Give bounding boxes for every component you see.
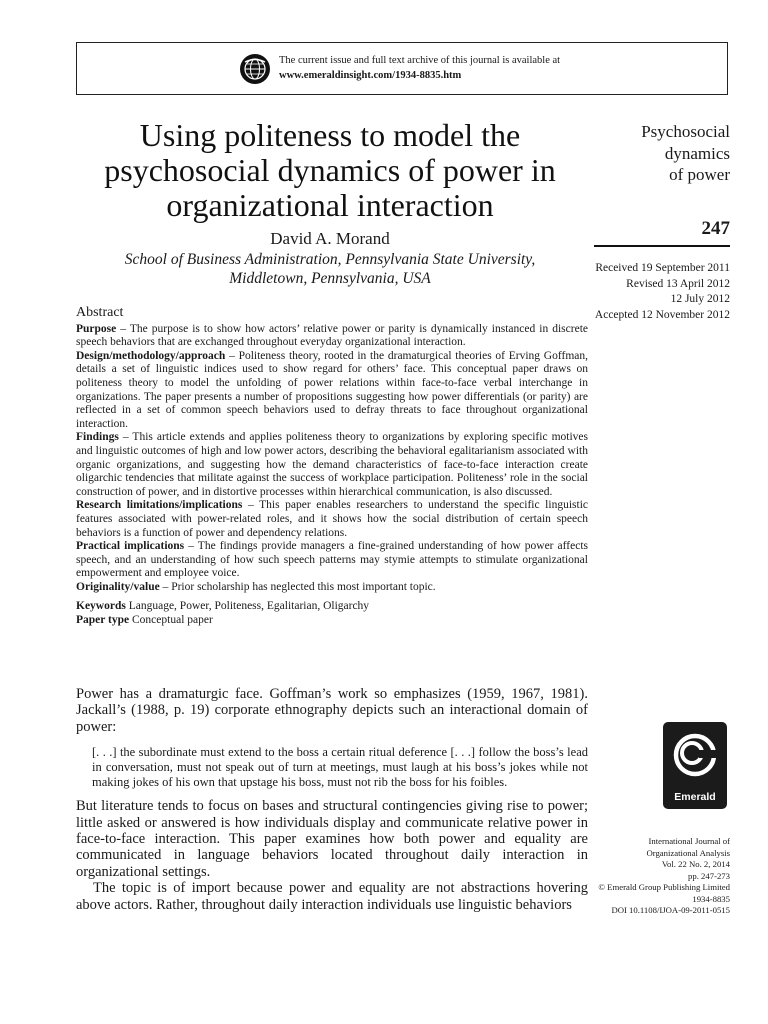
- globe-icon: [239, 53, 271, 85]
- received-date: Received 19 September 2011: [595, 262, 730, 274]
- running-title-line: dynamics: [664, 143, 730, 163]
- keywords: [76, 600, 588, 614]
- abstract-design: [76, 350, 588, 432]
- banner-text: [279, 53, 560, 83]
- running-title-line: of power: [669, 165, 730, 184]
- running-title-line: Psychosocial: [641, 122, 730, 141]
- issn: 1934-8835: [692, 893, 730, 904]
- doi-link[interactable]: DOI 10.1108/IJOA-09-2011-0515: [611, 905, 730, 915]
- affiliation-line: School of Business Administration, Pennsylvania State University,: [124, 251, 536, 268]
- emerald-logo: [663, 722, 727, 809]
- abstract: [76, 306, 588, 628]
- section-text: – Prior scholarship has neglected this most important topic.: [159, 580, 436, 593]
- article-body: [76, 686, 588, 913]
- revised-date: Revised 13 April 2012: [626, 277, 730, 290]
- section-text: – This paper enables researchers to understand the specific linguistic features associated with power-related roles, and it shows how the social distribution of certain speech behaviors is a function of power and dependency relations.: [76, 499, 588, 539]
- accepted-date: Accepted 12 November 2012: [594, 308, 730, 321]
- banner-line: The current issue and full text archive of this journal is available at: [279, 55, 561, 66]
- page-number: 247: [701, 218, 730, 239]
- section-label: Research limitations/implications: [76, 499, 243, 512]
- body-paragraph: The topic is of import because power and equality are not abstractions hovering above actors. Rather, throughout daily interaction individuals use linguistic behaviors: [76, 880, 588, 913]
- journal-volume: Vol. 22 No. 2, 2014: [661, 859, 730, 869]
- section-text: – Politeness theory, rooted in the dramaturgical theories of Erving Goffman, details a set of linguistic indices used to show regard for others’ face. This conceptual paper draws on politeness theory to model the unfolding of power relations within face-to-face verbal interchange in organizations. The paper presents a number of propositions suggesting how power differentials (or parity) are reflected in a set of common speech behaviors used to defray threats to face throughout organizational interaction.: [76, 349, 588, 430]
- journal-pages: pp. 247-273: [688, 870, 730, 881]
- article-title: Using politeness to model the psychosocial dynamics of power in organizational interaction: [104, 117, 556, 223]
- section-text: – This article extends and applies politeness theory to organizations by exploring specific motives and linguistic outcomes of high and low power actors, describing the behavioral egalitarianism associated with organic organizations, and suggesting how the demand characteristics of face-to-face interaction create oligarchic tendencies that militate against the success of workplace participation. Politeness’ role in the social construction of power, and in distortive processes within hierarchical communication, is also discussed.: [76, 431, 588, 498]
- abstract-heading: Abstract: [76, 305, 124, 320]
- abstract-research: [76, 499, 588, 540]
- body-paragraph: Power has a dramaturgic face. Goffman’s work so emphasizes (1959, 1967, 1981). Jackall’s (1988, p. 19) corporate ethnography depicts such an interactional domain of power:: [76, 686, 588, 735]
- section-label: Paper type: [76, 614, 130, 627]
- divider: [594, 245, 730, 247]
- section-label: Purpose: [76, 322, 117, 335]
- section-text: Conceptual paper: [129, 614, 213, 627]
- emerald-swirl-icon: [663, 722, 727, 792]
- revised-date: 12 July 2012: [670, 293, 730, 305]
- section-label: Keywords: [76, 600, 126, 613]
- abstract-purpose: [76, 323, 588, 350]
- journal-name: Organizational Analysis: [646, 847, 730, 858]
- abstract-findings: [76, 431, 588, 499]
- journal-url-link[interactable]: www.emeraldinsight.com/1934-8835.htm: [279, 70, 462, 81]
- affiliation-line: Middletown, Pennsylvania, USA: [229, 270, 431, 287]
- body-paragraph: But literature tends to focus on bases and structural contingencies giving rise to power; little asked or answered is how individuals display and communicate relative power in face-to-face interaction. This paper examines how both power and equality are communicated in language behaviors located throughout daily interaction in organizational settings.: [76, 798, 588, 880]
- section-label: Findings: [76, 431, 119, 444]
- section-label: Design/methodology/approach: [76, 349, 226, 362]
- section-text: Language, Power, Politeness, Egalitarian, Oligarchy: [125, 600, 370, 613]
- running-title: [641, 121, 730, 186]
- submission-dates: [595, 261, 730, 323]
- abstract-originality: [76, 581, 588, 595]
- author-name: David A. Morand: [270, 229, 390, 248]
- block-quote: [. . .] the subordinate must extend to the boss a certain ritual deference [. . .] follow the boss’s lead in conversation, must not speak out of turn at meetings, must laugh at his boss’s jokes while not making jokes of his own that upstage his boss, must not rib the boss for his foibles.: [92, 745, 588, 790]
- section-label: Originality/value: [76, 580, 160, 593]
- journal-name: International Journal of: [648, 836, 730, 846]
- section-label: Practical implications: [76, 540, 185, 553]
- section-text: – The findings provide managers a fine-grained understanding of how power affects speech, and an understanding of how such speech patterns may stymie attempts to stimulate organizational empowerment and employee voice.: [76, 540, 588, 580]
- author-affiliation: [70, 250, 590, 288]
- emerald-logo-label: Emerald: [674, 791, 716, 803]
- journal-info: [598, 836, 730, 917]
- abstract-practical: [76, 540, 588, 581]
- section-text: – The purpose is to show how actors’ relative power or parity is dynamically instanced in discrete speech behaviors that are exchanged throughout everyday organizational interaction.: [76, 322, 588, 349]
- journal-availability-banner: [76, 42, 728, 95]
- copyright: © Emerald Group Publishing Limited: [598, 882, 730, 892]
- paper-type: [76, 614, 588, 628]
